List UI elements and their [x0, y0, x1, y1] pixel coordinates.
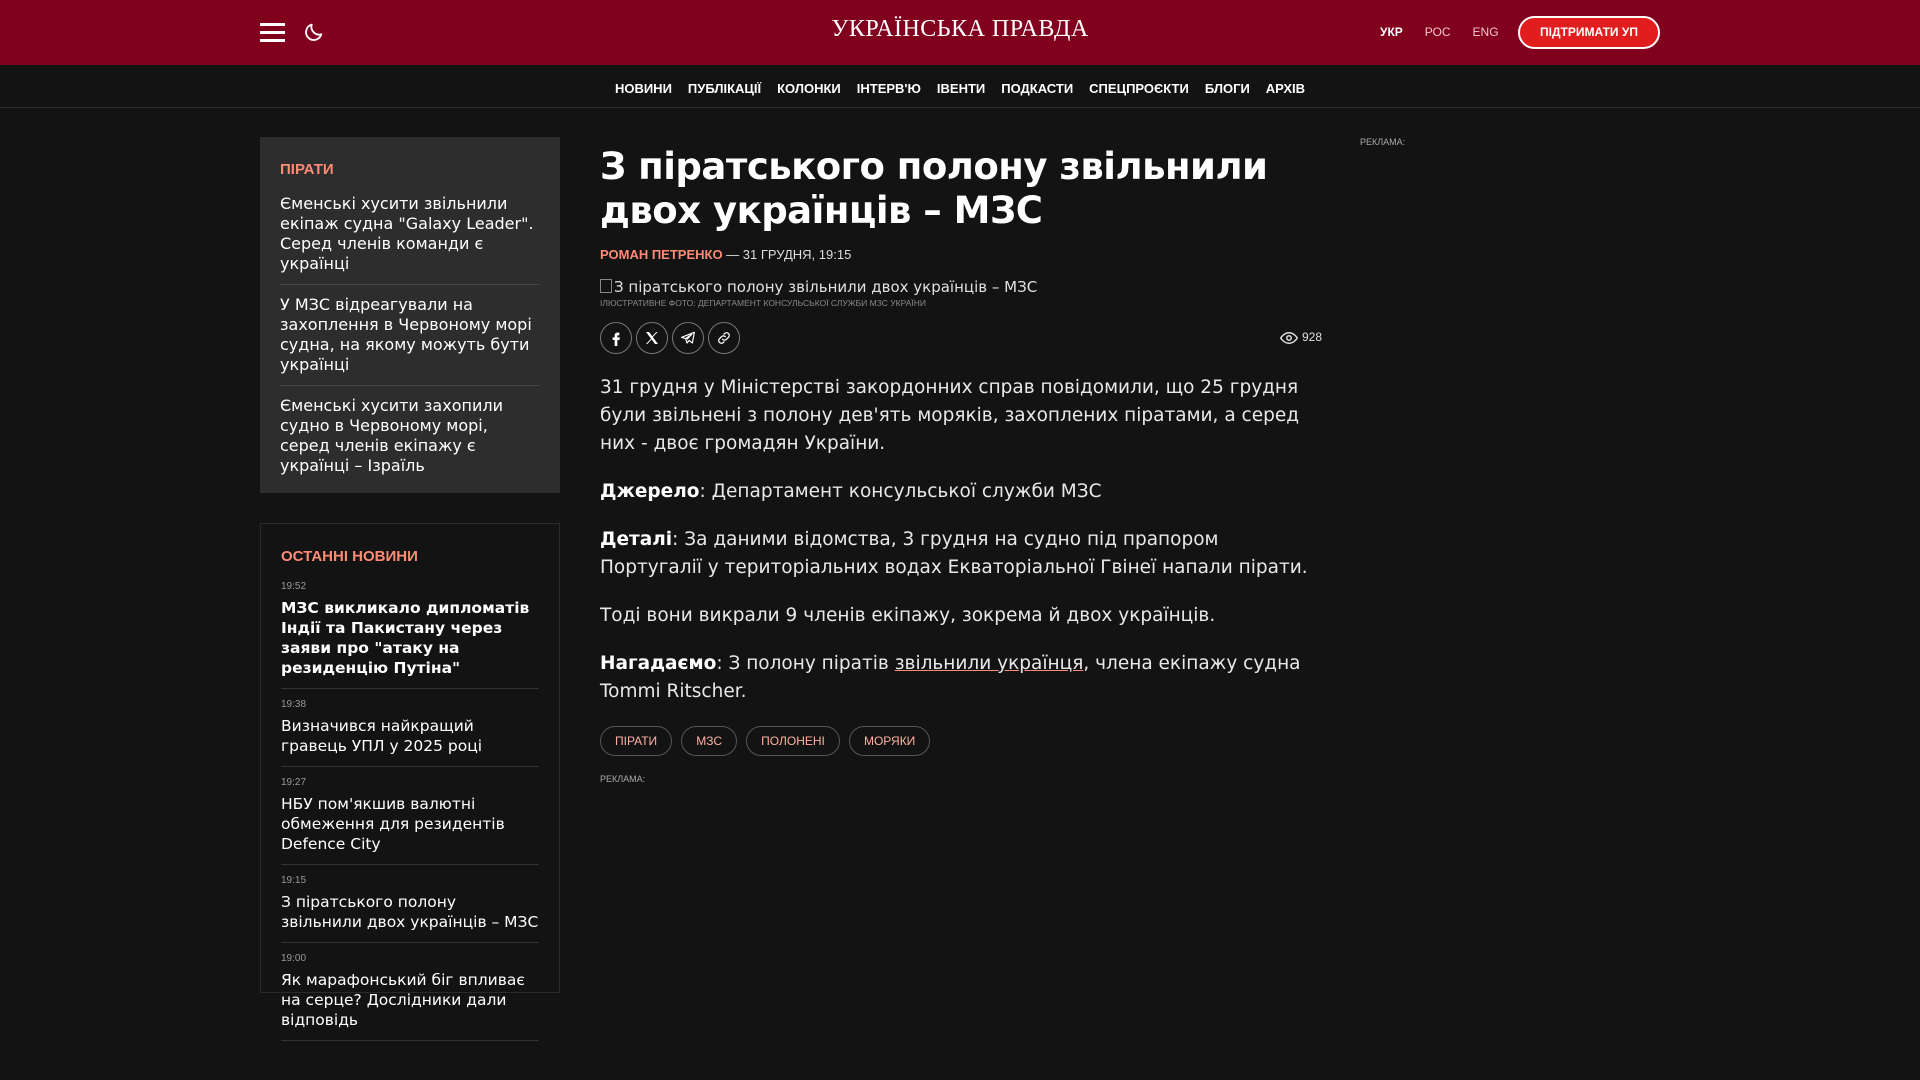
article-body [600, 374, 1322, 706]
lang-ros[interactable]: РОС [1424, 25, 1451, 39]
x-share-button[interactable] [636, 322, 668, 354]
reminder-text: : З полону піратів [716, 653, 895, 674]
news-item[interactable] [281, 875, 539, 943]
share-row [600, 322, 1322, 356]
views-count: 928 [1301, 330, 1322, 344]
views-counter [1280, 330, 1322, 345]
news-item[interactable] [281, 953, 539, 1041]
eye-icon [1280, 331, 1298, 345]
ad-label: РЕКЛАМА: [600, 774, 646, 784]
broken-image-icon [600, 279, 612, 293]
news-item[interactable] [281, 777, 539, 865]
author-link[interactable]: РОМАН ПЕТРЕНКО [600, 247, 723, 262]
details-text: : За даними відомства, 3 грудня на судно під прапором Португалії у територіальних водах Екваторіальної Гвінеї напали пірати. [600, 529, 1308, 578]
telegram-share-button[interactable] [672, 322, 704, 354]
paragraph: 31 грудня у Міністерстві закордонних справ повідомили, що 25 грудня були звільнені з полону дев'ять моряків, захоплених піратами, а серед них - двоє громадян України. [600, 377, 1300, 454]
reminder-label: Нагадаємо [600, 653, 717, 674]
main-nav [0, 65, 1920, 108]
telegram-icon [680, 330, 696, 346]
news-item[interactable] [281, 581, 539, 689]
x-icon [644, 330, 660, 346]
news-title[interactable]: З піратського полону звільнили двох українців – МЗС [281, 893, 539, 931]
news-time: 19:00 [281, 953, 307, 964]
article [600, 145, 1322, 784]
tags [600, 726, 1322, 756]
article-title: З піратського полону звільнили двох українців – МЗС [600, 145, 1268, 232]
article-image [600, 278, 1322, 296]
reminder-text-end: , члена екіпажу судна Tommi Ritscher. [600, 653, 1301, 702]
news-time: 19:38 [281, 699, 307, 710]
paragraph [600, 526, 1322, 582]
lang-eng[interactable]: ENG [1472, 25, 1499, 39]
related-article-link[interactable]: звільнили українця [894, 653, 1084, 674]
nav-archive[interactable]: АРХІВ [1265, 81, 1306, 96]
news-title[interactable]: НБУ пом'якшив валютні обмеження для резидентів Defence City [281, 795, 505, 853]
tag-pirates[interactable]: ПІРАТИ [600, 726, 672, 756]
related-topic-box [260, 137, 560, 493]
byline [600, 247, 1322, 262]
nav-blogs[interactable]: БЛОГИ [1204, 81, 1250, 96]
facebook-share-button[interactable] [600, 322, 632, 354]
image-alt-text: З піратського полону звільнили двох українців – МЗС [614, 278, 1038, 296]
nav-columns[interactable]: КОЛОНКИ [777, 81, 841, 96]
related-topic-title[interactable]: ПІРАТИ [280, 161, 334, 178]
news-title[interactable]: Як марафонський біг впливає на серце? Дослідники дали відповідь [281, 971, 525, 1029]
related-item[interactable]: Єменські хусити захопили судно в Червоному морі, серед членів екіпажу є українці – Ізраїль [280, 396, 503, 475]
lang-ukr[interactable]: УКР [1380, 25, 1403, 39]
support-button[interactable]: ПІДТРИМАТИ УП [1518, 16, 1660, 49]
nav-publications[interactable]: ПУБЛІКАЦІЇ [687, 81, 762, 96]
paragraph [600, 650, 1322, 706]
news-time: 19:27 [281, 777, 307, 788]
top-bar [0, 0, 1920, 65]
site-logo[interactable]: УКРАЇНСЬКА ПРАВДА [831, 16, 1089, 42]
details-label: Деталі [600, 529, 673, 550]
nav-interview[interactable]: ІНТЕРВ'Ю [856, 81, 921, 96]
publish-date: — 31 ГРУДНЯ, 19:15 [722, 247, 852, 262]
copy-link-button[interactable] [708, 322, 740, 354]
paragraph: Тоді вони викрали 9 членів екіпажу, зокрема й двох українців. [600, 605, 1216, 626]
moon-icon[interactable] [303, 21, 325, 43]
tag-mfa[interactable]: МЗС [681, 726, 737, 756]
nav-specprojects[interactable]: СПЕЦПРОЄКТИ [1089, 81, 1189, 96]
news-time: 19:15 [281, 875, 307, 886]
latest-news-box [260, 523, 560, 1029]
nav-events[interactable]: ІВЕНТИ [936, 81, 986, 96]
link-icon [716, 330, 732, 346]
news-title[interactable]: МЗС викликало дипломатів Індії та Пакистану через заяви про "атаку на резиденцію Путіна" [281, 599, 530, 677]
tag-sailors[interactable]: МОРЯКИ [849, 726, 930, 756]
news-title[interactable]: Визначився найкращий гравець УПЛ у 2025 році [281, 717, 483, 755]
facebook-icon [608, 330, 624, 346]
news-item[interactable] [281, 699, 539, 767]
nav-news[interactable]: НОВИНИ [614, 81, 672, 96]
language-switcher [1380, 25, 1521, 39]
tag-prisoners[interactable]: ПОЛОНЕНІ [746, 726, 840, 756]
related-item[interactable]: У МЗС відреагували на захоплення в Червоному морі судна, на якому можуть бути українці [280, 295, 540, 386]
right-ad-label: РЕКЛАМА: [1360, 137, 1406, 147]
source-label: Джерело [600, 481, 700, 502]
news-time: 19:52 [281, 581, 307, 592]
related-item[interactable]: Єменські хусити звільнили екіпаж судна "Galaxy Leader". Серед членів команди є українці [280, 194, 540, 285]
hamburger-menu-icon[interactable] [260, 23, 285, 42]
source-text: : Департамент консульської служби МЗС [699, 481, 1102, 502]
latest-news-title[interactable]: ОСТАННІ НОВИНИ [281, 548, 418, 565]
image-caption: ІЛЮСТРАТИВНЕ ФОТО: ДЕПАРТАМЕНТ КОНСУЛЬСЬКОЇ СЛУЖБИ МЗС УКРАЇНИ [600, 298, 926, 308]
paragraph [600, 478, 1322, 506]
nav-podcasts[interactable]: ПОДКАСТИ [1001, 81, 1074, 96]
